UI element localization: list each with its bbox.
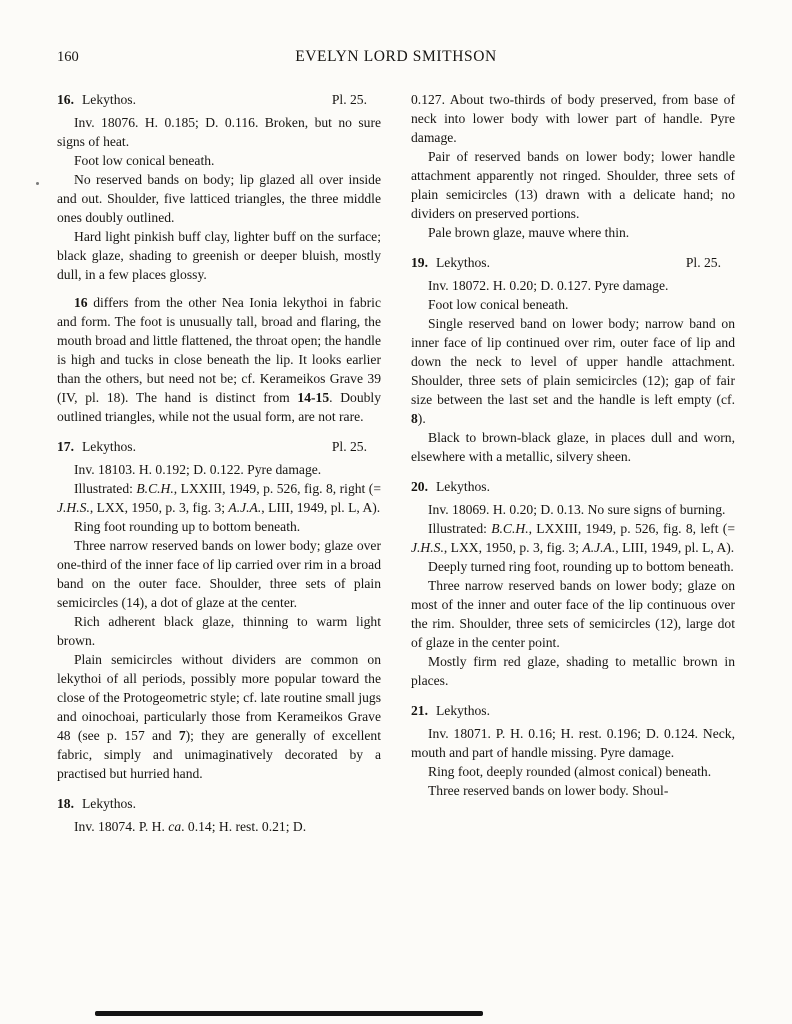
text-segment: Three reserved bands on lower body. Shoul- xyxy=(428,783,669,798)
paragraph xyxy=(57,612,381,650)
text-segment: . Doubly outlined triangles, while not the usual form, are not rare. xyxy=(57,390,381,424)
running-head: EVELYN LORD SMITHSON xyxy=(295,48,497,65)
paragraph xyxy=(57,650,381,783)
paragraph xyxy=(411,724,735,762)
paragraph xyxy=(411,519,735,557)
text-segment: Deeply turned ring foot, rounding up to bottom beneath. xyxy=(428,559,734,574)
text-segment: Inv. 18076. H. 0.185; D. 0.116. Broken, but no sure signs of heat. xyxy=(57,115,381,149)
text-segment: Inv. 18072. H. 0.20; D. 0.127. Pyre damage. xyxy=(428,278,669,293)
paragraph xyxy=(57,151,381,170)
text-segment: Inv. 18071. P. H. 0.16; H. rest. 0.196; D. 0.124. Neck, mouth and part of handle missing. Pyre damage. xyxy=(411,726,735,760)
entry-label xyxy=(57,794,136,813)
text-segment: Inv. 18103. H. 0.192; D. 0.122. Pyre damage. xyxy=(74,462,322,477)
paragraph xyxy=(411,652,735,690)
page-header xyxy=(57,48,735,66)
entry-heading xyxy=(57,90,381,109)
bold-text: 16 xyxy=(74,295,88,310)
text-segment: ). xyxy=(417,411,426,426)
paragraph xyxy=(411,781,735,800)
italic-text: B.C.H. xyxy=(136,481,174,496)
text-segment: Ring foot, deeply rounded (almost conical) beneath. xyxy=(428,764,712,779)
paragraph xyxy=(57,460,381,479)
entry-heading xyxy=(411,701,735,720)
entry-number: 18. xyxy=(57,796,74,811)
entry-number: 17. xyxy=(57,439,74,454)
text-segment: Illustrated: xyxy=(428,521,492,536)
text-segment: , LXX, 1950, p. 3, fig. 3; xyxy=(89,500,229,515)
paragraph xyxy=(411,314,735,428)
paragraph xyxy=(411,223,735,242)
entry-title: Lekythos. xyxy=(436,703,490,718)
entry-title: Lekythos. xyxy=(82,796,136,811)
entry-heading xyxy=(57,794,381,813)
text-segment: , LXX, 1950, p. 3, fig. 3; xyxy=(443,540,583,555)
text-segment: Mostly firm red glaze, shading to metallic brown in places. xyxy=(411,654,735,688)
paragraph xyxy=(411,762,735,781)
right-column xyxy=(411,90,735,836)
paragraph xyxy=(57,817,381,836)
paragraph xyxy=(411,147,735,223)
entry-number: 16. xyxy=(57,92,74,107)
entry-title: Lekythos. xyxy=(436,255,490,270)
bold-text: 14-15 xyxy=(297,390,330,405)
italic-text: ca xyxy=(168,819,182,834)
plate-reference: Pl. 25. xyxy=(685,255,721,270)
paragraph xyxy=(411,295,735,314)
scan-artifact xyxy=(95,1011,483,1016)
paragraph xyxy=(57,536,381,612)
text-segment: Three narrow reserved bands on lower body; glaze on most of the inner and outer face of the lip continuous over the rim. Shoulder, three sets of semicircles (12), large dot of glaze in the center point. xyxy=(411,578,735,650)
text-segment: Rich adherent black glaze, thinning to warm light brown. xyxy=(57,614,381,648)
text-segment: . 0.14; H. rest. 0.21; D. xyxy=(181,819,307,834)
text-segment: 0.127. About two-thirds of body preserved, from base of neck into lower body with lower part of handle. Pyre damage. xyxy=(411,92,735,145)
entry-title: Lekythos. xyxy=(436,479,490,494)
text-segment: Hard light pinkish buff clay, lighter buff on the surface; black glaze, shading to greenish or deeper bluish, mostly dull, in a few places glossy. xyxy=(57,229,381,282)
left-column xyxy=(57,90,381,836)
text-segment: Ring foot rounding up to bottom beneath. xyxy=(74,519,301,534)
text-segment: Pair of reserved bands on lower body; lower handle attachment apparently not ringed. Shoulder, three sets of plain semicircles (13) drawn with a delicate hand; no dividers on preserved portions. xyxy=(411,149,735,221)
entry-label xyxy=(57,437,136,456)
text-segment: Foot low conical beneath. xyxy=(428,297,569,312)
italic-text: J.H.S. xyxy=(57,500,90,515)
text-segment: Three narrow reserved bands on lower body; glaze over one-third of the inner face of lip carried over rim in a broad band on the outer face. Shoulder, three sets of plain semicircles (14), a dot of glaze at the center. xyxy=(57,538,381,610)
paragraph xyxy=(411,557,735,576)
paragraph xyxy=(57,113,381,151)
text-segment: , LXXIII, 1949, p. 526, fig. 8, right (= xyxy=(173,481,381,496)
text-segment: Inv. 18069. H. 0.20; D. 0.13. No sure signs of burning. xyxy=(428,502,726,517)
paragraph xyxy=(57,293,381,426)
text-segment: Black to brown-black glaze, in places dull and worn, elsewhere with a metallic, silvery sheen. xyxy=(411,430,735,464)
italic-text: A.J.A. xyxy=(582,540,616,555)
entry-label xyxy=(411,477,490,496)
text-segment: , LIII, 1949, pl. L, A). xyxy=(261,500,381,515)
italic-text: J.H.S. xyxy=(411,540,444,555)
paragraph xyxy=(411,90,735,147)
paragraph xyxy=(411,276,735,295)
text-segment: Inv. 18074. P. H. xyxy=(74,819,169,834)
paragraph xyxy=(411,500,735,519)
italic-text: A.J.A. xyxy=(228,500,262,515)
bold-text: 7 xyxy=(178,728,186,743)
entry-heading xyxy=(57,437,381,456)
entry-number: 21. xyxy=(411,703,428,718)
italic-text: B.C.H. xyxy=(491,521,529,536)
scan-speck xyxy=(36,182,39,185)
paragraph xyxy=(57,227,381,284)
entry-label xyxy=(57,90,136,109)
text-segment: , LIII, 1949, pl. L, A). xyxy=(615,540,735,555)
two-column-body xyxy=(57,90,735,836)
entry-label xyxy=(411,253,490,272)
paragraph xyxy=(57,170,381,227)
entry-number: 19. xyxy=(411,255,428,270)
text-segment: Pale brown glaze, mauve where thin. xyxy=(428,225,630,240)
entry-title: Lekythos. xyxy=(82,92,136,107)
text-segment: Single reserved band on lower body; narrow band on inner face of lip continued over rim, outer face of lip and down the neck to level of upper handle attachment. Shoulder, three sets of plain semicircles (12); gap of fair size between the last set and the handle is left empty (cf. xyxy=(411,316,735,407)
text-segment: ); they are generally of excellent fabric, simply and unimaginatively decorated by a practised but hurried hand. xyxy=(57,728,382,781)
entry-title: Lekythos. xyxy=(82,439,136,454)
paragraph xyxy=(411,428,735,466)
paragraph xyxy=(411,576,735,652)
paragraph xyxy=(57,517,381,536)
entry-number: 20. xyxy=(411,479,428,494)
page-number: 160 xyxy=(57,49,79,65)
plate-reference: Pl. 25. xyxy=(331,439,367,454)
bold-text: 8 xyxy=(411,411,418,426)
entry-heading xyxy=(411,477,735,496)
text-segment: No reserved bands on body; lip glazed all over inside and out. Shoulder, five latticed triangles, the three middle ones doubly outlined. xyxy=(57,172,381,225)
entry-heading xyxy=(411,253,735,272)
entry-label xyxy=(411,701,490,720)
plate-reference: Pl. 25. xyxy=(331,92,367,107)
text-segment: differs from the other Nea Ionia lekythoi in fabric and form. The foot is unusually tall, broad and flaring, the mouth broad and little flattened, the throat open; the handle is high and tucks in close beneath the lip. It looks earlier than the others, but need not be; cf. Kerameikos Grave 39 (IV, pl. 18). The hand is distinct from xyxy=(57,295,381,405)
text-segment: Plain semicircles without dividers are common on lekythoi of all periods, possibly more popular toward the close of the Protogeometric style; cf. late routine small jugs and oinochoai, particularly those from Kerameikos Grave 48 (see p. 157 and xyxy=(57,652,381,743)
text-segment: , LXXIII, 1949, p. 526, fig. 8, left (= xyxy=(528,521,735,536)
text-segment: Illustrated: xyxy=(74,481,137,496)
text-segment: Foot low conical beneath. xyxy=(74,153,215,168)
paragraph xyxy=(57,479,381,517)
